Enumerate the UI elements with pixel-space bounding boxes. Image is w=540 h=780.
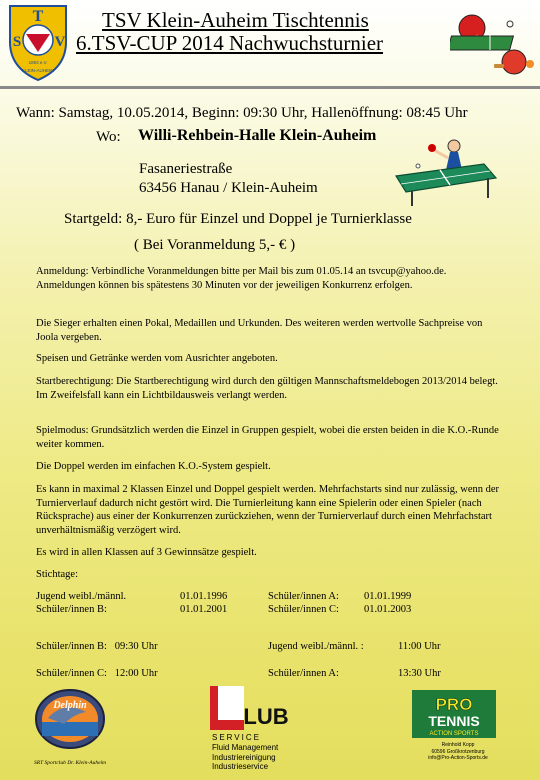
paragraph-sets: Es wird in allen Klassen auf 3 Gewinnsätze gespielt. bbox=[36, 547, 257, 558]
paragraph-prizes: Die Sieger erhalten einen Pokal, Medaillen und Urkunden. Des weiteren werden wertvolle Sachpreise von Joola vergeben. bbox=[36, 318, 483, 343]
crest-letter-s: S bbox=[12, 34, 22, 50]
pro-tennis-contact-line: Reinhold Kopp bbox=[441, 742, 475, 748]
lub-line: Industrieservice bbox=[212, 762, 269, 771]
stichtag-class-left: Jugend weibl./männl. bbox=[36, 591, 127, 602]
pro-tennis-top: PRO bbox=[435, 695, 473, 714]
delphin-name: Delphin bbox=[53, 700, 87, 711]
stichtag-date-right: 01.01.1999 bbox=[364, 591, 412, 602]
stichtag-date-left: 01.01.1996 bbox=[180, 591, 228, 602]
crest-ring-text: KLEIN-AUHEIM bbox=[21, 68, 55, 73]
schedule-right-label: Schüler/innen A: bbox=[268, 668, 339, 679]
event-fee-preregistration: ( Bei Voranmeldung 5,- € ) bbox=[134, 237, 296, 253]
event-street: Fasaneriestraße bbox=[139, 161, 233, 177]
paragraph-catering: Speisen und Getränke werden vom Ausrichter angeboten. bbox=[36, 353, 278, 364]
stichtag-class-right: Schüler/innen A: bbox=[268, 591, 339, 602]
delphin-logo-icon bbox=[34, 688, 106, 750]
flyer-title-line2: 6.TSV-CUP 2014 Nachwuchsturnier bbox=[76, 31, 384, 55]
paragraph-eligibility: Startberechtigung: Die Startberechtigung wird durch den gültigen Mannschaftsmeldebogen 2013/2014 belegt. Im Zweifelsfall kann ein Lichtbildausweis verlangt werden. bbox=[36, 376, 498, 401]
crest-year: 1893 e.V. bbox=[28, 60, 48, 65]
lub-service: SERVICE bbox=[212, 733, 261, 742]
pro-tennis-contact-line: 60596 Großkrotzenburg bbox=[431, 748, 485, 755]
event-when: Wann: Samstag, 10.05.2014, Beginn: 09:30 Uhr, Hallenöffnung: 08:45 Uhr bbox=[16, 105, 468, 121]
pro-tennis-contact-line: info@Pro-Action-Sports.de bbox=[428, 755, 488, 761]
lub-letters: LUB bbox=[243, 704, 289, 729]
lub-line: Fluid Management bbox=[212, 743, 279, 752]
event-fee: Startgeld: 8,- Euro für Einzel und Doppel je Turnierklasse bbox=[64, 211, 412, 227]
club-crest-icon bbox=[4, 2, 72, 82]
pro-tennis-bottom: TENNIS bbox=[428, 713, 480, 729]
pro-tennis-contact bbox=[412, 742, 504, 762]
lub-logo-icon bbox=[208, 684, 294, 732]
schedule-left: Schüler/innen C: 12:00 Uhr bbox=[36, 668, 158, 679]
event-where-value: Willi-Rehbein-Halle Klein-Auheim bbox=[138, 127, 377, 144]
lub-lines bbox=[212, 743, 278, 772]
event-where-label: Wo: bbox=[96, 129, 121, 145]
flyer-title-line1: TSV Klein-Auheim Tischtennis bbox=[102, 8, 369, 32]
table-tennis-table-icon bbox=[388, 136, 500, 208]
stichtag-date-right: 01.01.2003 bbox=[364, 604, 412, 615]
paragraph-mode: Spielmodus: Grundsätzlich werden die Einzel in Gruppen gespielt, wobei die ersten beiden in die K.O.-Runde weiter kommen. bbox=[36, 425, 499, 450]
paragraph-registration: Anmeldung: Verbindliche Voranmeldungen bitte per Mail bis zum 01.05.14 an tsvcup@yahoo.de. Anmeldungen können bis spätestens 30 Minuten vor der jeweiligen Konkurrenz erfolgen. bbox=[36, 266, 447, 291]
table-tennis-clipart-icon bbox=[450, 4, 538, 84]
schedule-right-time: 13:30 Uhr bbox=[398, 668, 441, 679]
stichtage-heading: Stichtage: bbox=[36, 569, 78, 580]
schedule-right-time: 11:00 Uhr bbox=[398, 641, 441, 652]
schedule-right-label: Jugend weibl./männl. : bbox=[268, 641, 364, 652]
delphin-caption: SRT Sportclub Dr. Klein-Auheim bbox=[34, 760, 107, 766]
crest-letter-v: V bbox=[54, 34, 66, 50]
stichtag-date-left: 01.01.2001 bbox=[180, 604, 228, 615]
pro-tennis-sub: ACTION SPORTS bbox=[429, 731, 479, 737]
paragraph-doubles: Die Doppel werden im einfachen K.O.-System gespielt. bbox=[36, 461, 271, 472]
paragraph-multiple-starts: Es kann in maximal 2 Klassen Einzel und Doppel gespielt werden. Mehrfachstarts sind nur zulässig, wenn der Turnierverlauf dadurch nicht gestört wird. Die Turnierleitung kann eine Spielerin oder einen Spieler (nach Rücksprache) aus einer der Konkurrenzen zurückziehen, wenn der Turnierverlauf durch einen Mehrfachstart unverhältnismäßig verzögert wird. bbox=[36, 484, 500, 536]
header-divider bbox=[0, 86, 540, 89]
pro-tennis-logo-icon bbox=[410, 688, 498, 740]
crest-letter-t: T bbox=[32, 8, 44, 25]
schedule-left: Schüler/innen B: 09:30 Uhr bbox=[36, 641, 158, 652]
stichtag-class-right: Schüler/innen C: bbox=[268, 604, 339, 615]
stichtag-class-left: Schüler/innen B: bbox=[36, 604, 107, 615]
lub-line: Industriereinigung bbox=[212, 752, 276, 762]
event-city: 63456 Hanau / Klein-Auheim bbox=[139, 180, 318, 196]
